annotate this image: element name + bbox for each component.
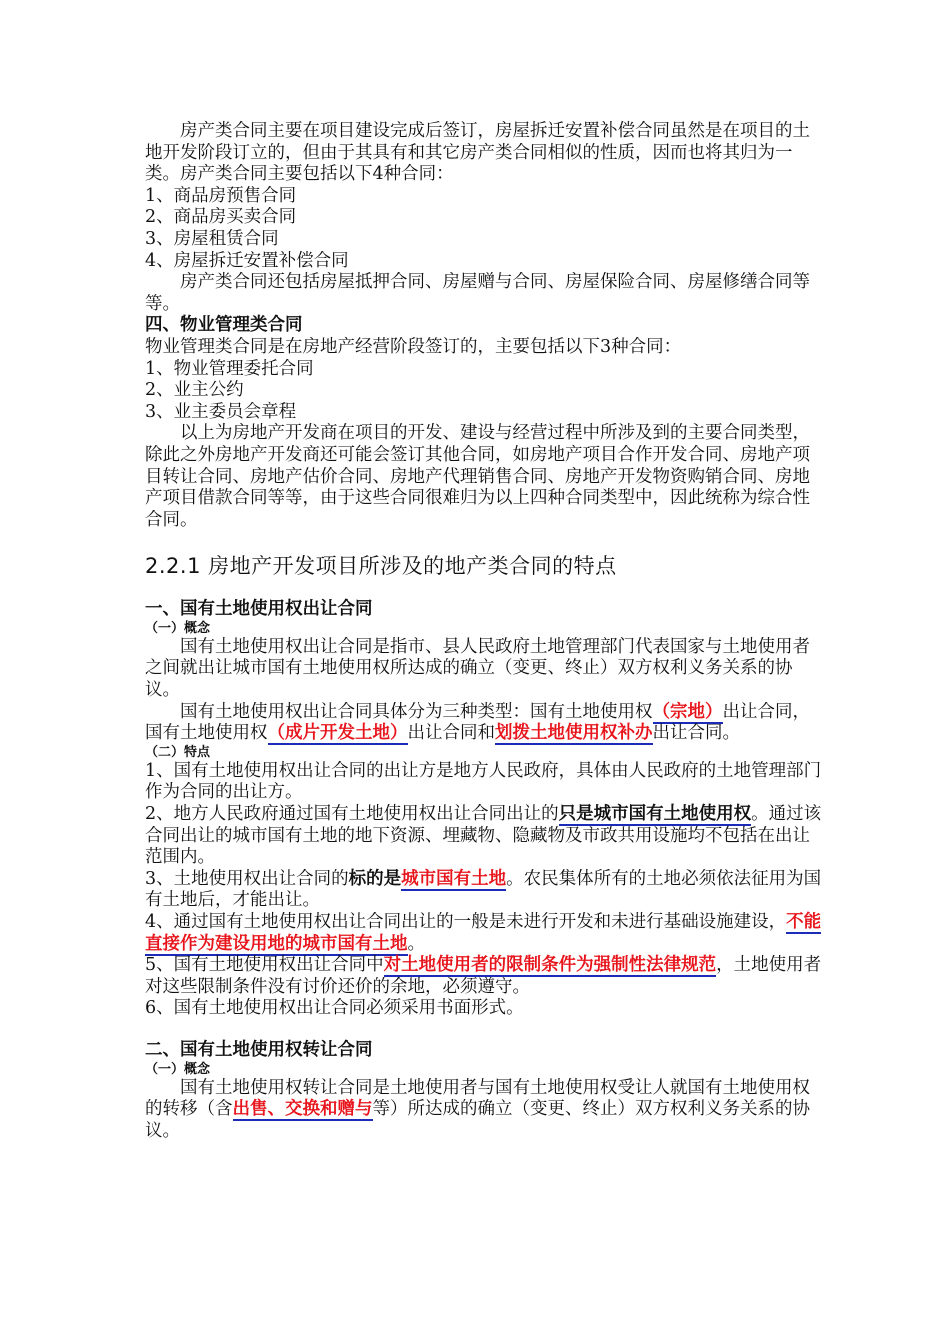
paragraph: 房产类合同主要在项目建设完成后签订，房屋拆迁安置补偿合同虽然是在项目的土地开发阶段订立的，但由于其具有和其它房产类合同相似的性质，因而也将其归为一类。房产类合同主要包括以下4种合同： bbox=[145, 121, 810, 185]
list-item: 1、商品房预售合同 bbox=[145, 185, 297, 206]
paragraph: 房产类合同还包括房屋抵押合同、房屋赠与合同、房屋保险合同、房屋修缮合同等等。 bbox=[145, 272, 810, 314]
highlight: 划拨土地使用权补办 bbox=[495, 723, 653, 744]
list-item: 3、业主委员会章程 bbox=[145, 401, 297, 422]
paragraph: 以上为房地产开发商在项目的开发、建设与经营过程中所涉及到的主要合同类型，除此之外房地产开发商还可能会签订其他合同，如房地产项目合作开发合同、房地产项目转让合同、房地产估价合同、房地产代理销售合同、房地产开发物资购销合同、房地产项目借款合同等等，由于这些合同很难归为以上四种合同类型中，因此统称为综合性合同。 bbox=[145, 423, 810, 530]
highlight: 出售、交换和赠与 bbox=[232, 1099, 373, 1120]
list-item: 2、商品房买卖合同 bbox=[145, 207, 297, 228]
highlight: （成片开发土地） bbox=[267, 723, 408, 744]
list-item: 1、物业管理委托合同 bbox=[145, 358, 314, 379]
highlight: 只是城市国有土地使用权 bbox=[558, 804, 752, 825]
list-item: 3、房屋租赁合同 bbox=[145, 228, 279, 249]
paragraph: 物业管理类合同是在房地产经营阶段签订的，主要包括以下3种合同： bbox=[145, 336, 682, 357]
feature-item: 5、国有土地使用权出让合同中对土地使用者的限制条件为强制性法律规范，土地使用者对这些限制条件没有讨价还价的余地，必须遵守。 bbox=[145, 955, 822, 997]
section-title: 2.2.1 房地产开发项目所涉及的地产类合同的特点 bbox=[145, 554, 617, 579]
list-item: 2、业主公约 bbox=[145, 380, 244, 401]
subsection-label: （二）特点 bbox=[145, 744, 211, 760]
paragraph: 国有土地使用权转让合同是土地使用者与国有土地使用权受让人就国有土地使用权的转移（含出售、交换和赠与等）所达成的确立（变更、终止）双方权利义务关系的协议。 bbox=[145, 1077, 810, 1141]
subsection-label: （一）概念 bbox=[145, 1061, 211, 1077]
section-heading: 二、国有土地使用权转让合同 bbox=[145, 1039, 373, 1060]
paragraph: 国有土地使用权出让合同是指市、县人民政府土地管理部门代表国家与土地使用者之间就出让城市国有土地使用权所达成的确立（变更、终止）双方权利义务关系的协议。 bbox=[145, 636, 810, 701]
section-heading: 四、物业管理类合同 bbox=[145, 315, 303, 336]
feature-item: 3、土地使用权出让合同的标的是城市国有土地。农民集体所有的土地必须依法征用为国有土地后，才能出让。 bbox=[145, 868, 822, 911]
section-heading: 一、国有土地使用权出让合同 bbox=[145, 599, 373, 620]
document-body bbox=[145, 121, 825, 1142]
highlight: （宗地） bbox=[652, 701, 723, 722]
highlight: 对土地使用者的限制条件为强制性法律规范 bbox=[383, 955, 717, 976]
paragraph: 国有土地使用权出让合同具体分为三种类型：国有土地使用权（宗地）出让合同，国有土地使用权（成片开发土地）出让合同和划拨土地使用权补办出让合同。 bbox=[145, 701, 810, 744]
feature-item: 4、通过国有土地使用权出让合同出让的一般是未进行开发和未进行基础设施建设，不能直接作为建设用地的城市国有土地。 bbox=[145, 912, 822, 954]
list-item: 4、房屋拆迁安置补偿合同 bbox=[145, 250, 349, 271]
highlight: 不能直接作为建设用地的城市国有土地 bbox=[145, 912, 822, 954]
highlight: 城市国有土地 bbox=[401, 868, 507, 889]
feature-item: 6、国有土地使用权出让合同必须采用书面形式。 bbox=[145, 998, 524, 1019]
subsection-label: （一）概念 bbox=[145, 620, 211, 636]
feature-item: 1、国有土地使用权出让合同的出让方是地方人民政府，具体由人民政府的土地管理部门作为合同的出让方。 bbox=[145, 760, 822, 803]
feature-item: 2、地方人民政府通过国有土地使用权出让合同出让的只是城市国有土地使用权。通过该合同出让的城市国有土地的地下资源、埋藏物、隐藏物及市政共用设施均不包括在出让范围内。 bbox=[145, 804, 822, 868]
